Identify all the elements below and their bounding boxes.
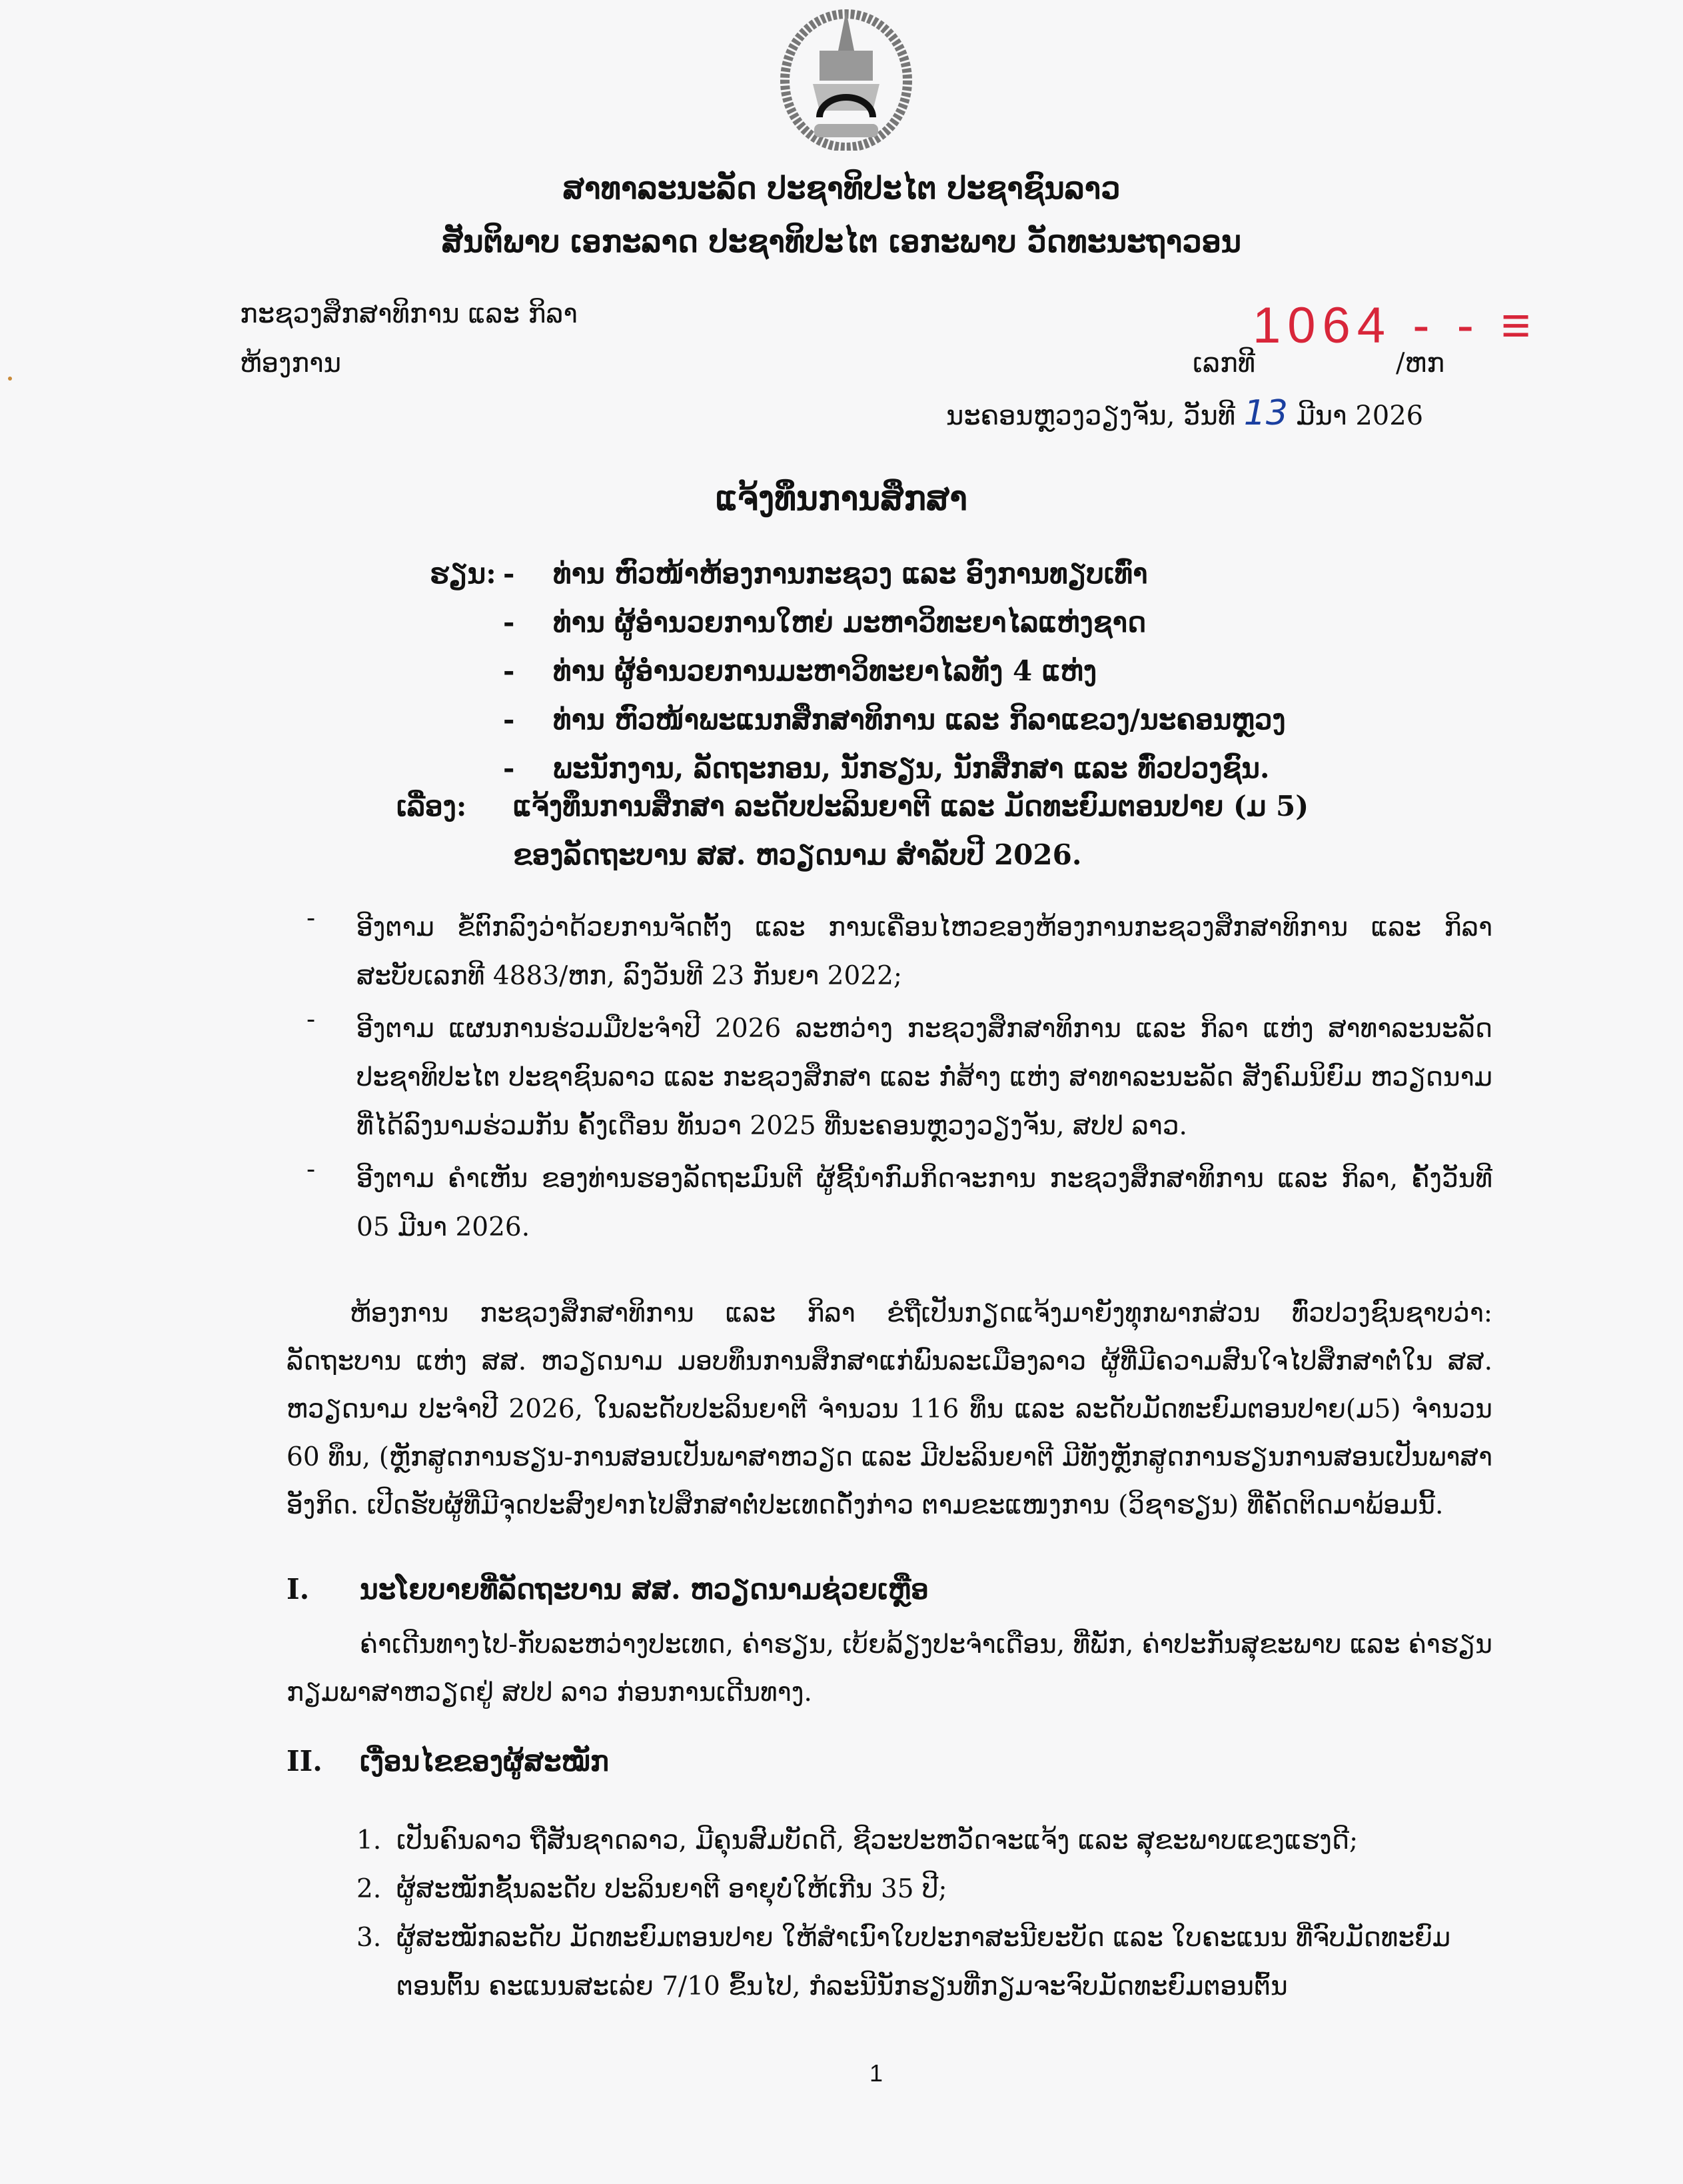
recipient-item: - ພະນັກງານ, ລັດຖະກອນ, ນັກຮຽນ, ນັກສຶກສາ ແລະ ທົ່ວປວງຊົນ. [503, 752, 1286, 800]
body-paragraph: ຫ້ອງການ ກະຊວງສຶກສາທິການ ແລະ ກິລາ ຂໍຖືເປັນກຽດແຈ້ງມາຍັງທຸກພາກສ່ວນ ທົ່ວປວງຊົນຊາບວ່າ: ລັດຖະບານ ແຫ່ງ ສສ. ຫວຽດນາມ ມອບທຶນການສຶກສາແກ່ພົນລະເມືອງລາວ ຜູ້ທີ່ມີຄວາມສົນໃຈໄປສຶກສາຕໍ່ໃນ ສສ. ຫວຽດນາມ ປະຈຳປີ 2026, ໃນລະດັບປະລິນຍາຕີ ຈຳນວນ 116 ທຶນ ແລະ ລະດັບມັດທະຍົມຕອນປາຍ(ມ5) ຈຳນວນ 60 ທຶນ, (ຫຼັກສູດການຮຽນ-ການສອນເປັນພາສາຫວຽດ ແລະ ມີປະລິນຍາຕີ ມີທັງຫຼັກສູດການຮຽນການສອນເປັນພາສາອັງກິດ. ເປີດຮັບຜູ້ທີ່ມີຈຸດປະສົງຢາກໄປສຶກສາຕໍ່ປະເທດດັ່ງກ່າວ ຕາມຂະແໜງການ (ວິຊາຮຽນ) ທີ່ຄັດຕິດມາພ້ອມນີ້. [286, 1298, 1493, 1520]
dateline [946, 393, 1423, 433]
section-heading [286, 1745, 609, 1777]
reference-item: - ອີງຕາມ ແຜນການຮ່ວມມືປະຈຳປີ 2026 ລະຫວ່າງ ກະຊວງສຶກສາທິການ ແລະ ກິລາ ແຫ່ງ ສາທາລະນະລັດ ປະຊາທິປະໄຕ ປະຊາຊົນລາວ ແລະ ກະຊວງສຶກສາ ແລະ ກໍ່ສ້າງ ແຫ່ງ ສາທາລະນະລັດ ສັງຄົມນິຍົມ ຫວຽດນາມ ທີ່ໄດ້ລົງນາມຮ່ວມກັນ ຄັ້ງເດືອນ ທັນວາ 2025 ທີ່ນະຄອນຫຼວງວຽງຈັນ, ສປປ ລາວ. [306, 1004, 1492, 1150]
national-motto: ສັນຕິພາບ ເອກະລາດ ປະຊາທິປະໄຕ ເອກະພາບ ວັດທະນະຖາວອນ [441, 223, 1242, 259]
dateline-prefix: ນະຄອນຫຼວງວຽງຈັນ, ວັນທີ [946, 401, 1236, 431]
lao-emblem-icon [773, 4, 919, 151]
subject-label: ເລື່ອງ: [396, 790, 467, 822]
section-number: II. [286, 1745, 322, 1777]
recipient-item: - ທ່ານ ຫົວໜ້າຫ້ອງການກະຊວງ ແລະ ອົງການທຽບເທົ່າ [503, 557, 1286, 606]
section-body: ຄ່າເດີນທາງໄປ-ກັບລະຫວ່າງປະເທດ, ຄ່າຮຽນ, ເບ້ຍລ້ຽງປະຈຳເດືອນ, ທີ່ພັກ, ຄ່າປະກັນສຸຂະພາບ ແລະ ຄ່າຮຽນກຽມພາສາຫວຽດຢູ່ ສປປ ລາວ ກ່ອນການເດີນທາງ. [286, 1630, 1492, 1707]
page-number: 1 [869, 2059, 883, 2087]
document-title: ແຈ້ງທຶນການສຶກສາ [715, 479, 968, 518]
section-title: ນະໂຍບາຍທີ່ລັດຖະບານ ສສ. ຫວຽດນາມຊ່ວຍເຫຼືອ [360, 1573, 929, 1606]
scan-speck [8, 377, 12, 381]
reference-text: ອີງຕາມ ແຜນການຮ່ວມມືປະຈຳປີ 2026 ລະຫວ່າງ ກະຊວງສຶກສາທິການ ແລະ ກິລາ ແຫ່ງ ສາທາລະນະລັດ ປະຊາທິປະໄຕ ປະຊາຊົນລາວ ແລະ ກະຊວງສຶກສາ ແລະ ກໍ່ສ້າງ ແຫ່ງ ສາທາລະນະລັດ ສັງຄົມນິຍົມ ຫວຽດນາມ ທີ່ໄດ້ລົງນາມຮ່ວມກັນ ຄັ້ງເດືອນ ທັນວາ 2025 ທີ່ນະຄອນຫຼວງວຽງຈັນ, ສປປ ລາວ. [356, 1014, 1492, 1141]
document-number-suffix: /ຫກ [1396, 348, 1445, 379]
recipient-item: - ທ່ານ ຫົວໜ້າພະແນກສຶກສາທິການ ແລະ ກິລາແຂວງ/ນະຄອນຫຼວງ [503, 703, 1286, 752]
subject [513, 790, 1309, 887]
recipients-list [503, 557, 1286, 800]
handwritten-day: 13 [1243, 393, 1288, 433]
reference-item: - ອີງຕາມ ຂໍ້ຕົກລົງວ່າດ້ວຍການຈັດຕັ້ງ ແລະ ການເຄື່ອນໄຫວຂອງຫ້ອງການກະຊວງສຶກສາທິການ ແລະ ກິລາ ສະບັບເລກທີ 4883/ຫກ, ລົງວັນທີ 23 ກັນຍາ 2022; [306, 903, 1492, 1000]
document-number-stamp: 1064 - - ≡ [1253, 297, 1538, 354]
issuing-ministry: ກະຊວງສຶກສາທິການ ແລະ ກິລາ [240, 299, 578, 329]
recipient-item: - ທ່ານ ຜູ້ອຳນວຍການໃຫຍ່ ມະຫາວິທະຍາໄລແຫ່ງຊາດ [503, 606, 1286, 654]
reference-item: - ອີງຕາມ ຄຳເຫັນ ຂອງທ່ານຮອງລັດຖະມົນຕີ ຜູ້ຊີ້ນຳກົມກິດຈະການ ກະຊວງສຶກສາທິການ ແລະ ກິລາ, ຄັ້ງວັນທີ 05 ມີນາ 2026. [306, 1154, 1492, 1252]
condition-number: 1. [356, 1825, 382, 1855]
condition-text: ຜູ້ສະໝັກຊັ້ນລະດັບ ປະລິນຍາຕີ ອາຍຸບໍ່ໃຫ້ເກີນ 35 ປີ; [396, 1874, 947, 1904]
conditions-list [356, 1816, 1489, 2011]
condition-text: ຜູ້ສະໝັກລະດັບ ມັດທະຍົມຕອນປາຍ ໃຫ້ສຳເນົາໃບປະກາສະນີຍະບັດ ແລະ ໃບຄະແນນ ທີ່ຈົບມັດທະຍົມຕອນຕົ້ນ ຄະແນນສະເລ່ຍ 7/10 ຂຶ້ນໄປ, ກໍລະນີນັກຮຽນທີ່ກຽມຈະຈົບມັດທະຍົມຕອນຕົ້ນ [396, 1923, 1451, 2001]
condition-number: 3. [356, 1923, 382, 1953]
condition-text: ເປັນຄົນລາວ ຖືສັນຊາດລາວ, ມີຄຸນສົມບັດດີ, ຊີວະປະຫວັດຈະແຈ້ງ ແລະ ສຸຂະພາບແຂງແຮງດີ; [396, 1825, 1359, 1855]
section-number: I. [286, 1573, 310, 1606]
condition-number: 2. [356, 1874, 382, 1904]
references-list [306, 903, 1492, 1256]
recipient-text: ພະນັກງານ, ລັດຖະກອນ, ນັກຮຽນ, ນັກສຶກສາ ແລະ ທົ່ວປວງຊົນ. [553, 752, 1270, 784]
reference-text: ອີງຕາມ ຄຳເຫັນ ຂອງທ່ານຮອງລັດຖະມົນຕີ ຜູ້ຊີ້ນຳກົມກິດຈະການ ກະຊວງສຶກສາທິການ ແລະ ກິລາ, ຄັ້ງວັນທີ 05 ມີນາ 2026. [356, 1164, 1492, 1242]
document-number-label: ເລກທີ [1193, 348, 1256, 379]
dateline-suffix: ມີນາ 2026 [1296, 401, 1424, 431]
condition-item [356, 1865, 1489, 1913]
recipients-label: ຮຽນ: [430, 557, 496, 590]
country-name: ສາທາລະນະລັດ ປະຊາທິປະໄຕ ປະຊາຊົນລາວ [562, 170, 1121, 206]
section-heading [286, 1573, 929, 1606]
stamp-number: 1064 [1253, 297, 1393, 354]
recipient-text: ທ່ານ ຫົວໜ້າພະແນກສຶກສາທິການ ແລະ ກິລາແຂວງ/ນະຄອນຫຼວງ [553, 703, 1286, 736]
reference-text: ອີງຕາມ ຂໍ້ຕົກລົງວ່າດ້ວຍການຈັດຕັ້ງ ແລະ ການເຄື່ອນໄຫວຂອງຫ້ອງການກະຊວງສຶກສາທິການ ແລະ ກິລາ ສະບັບເລກທີ 4883/ຫກ, ລົງວັນທີ 23 ກັນຍາ 2022; [356, 912, 1492, 991]
recipient-text: ທ່ານ ຜູ້ອຳນວຍການມະຫາວິທະຍາໄລທັງ 4 ແຫ່ງ [553, 654, 1097, 687]
issuing-office: ຫ້ອງການ [240, 348, 342, 379]
recipient-text: ທ່ານ ຫົວໜ້າຫ້ອງການກະຊວງ ແລະ ອົງການທຽບເທົ່າ [553, 557, 1148, 590]
recipient-item: - ທ່ານ ຜູ້ອຳນວຍການມະຫາວິທະຍາໄລທັງ 4 ແຫ່ງ [503, 654, 1286, 703]
condition-item [356, 1816, 1489, 1865]
subject-line-1: ແຈ້ງທຶນການສຶກສາ ລະດັບປະລິນຍາຕີ ແລະ ມັດທະຍົມຕອນປາຍ (ມ 5) [513, 790, 1309, 822]
section-title: ເງື່ອນໄຂຂອງຜູ້ສະໝັກ [360, 1745, 609, 1777]
condition-item [356, 1913, 1489, 2011]
recipient-text: ທ່ານ ຜູ້ອຳນວຍການໃຫຍ່ ມະຫາວິທະຍາໄລແຫ່ງຊາດ [553, 606, 1147, 638]
subject-line-2: ຂອງລັດຖະບານ ສສ. ຫວຽດນາມ ສຳລັບປີ 2026. [513, 838, 1082, 871]
